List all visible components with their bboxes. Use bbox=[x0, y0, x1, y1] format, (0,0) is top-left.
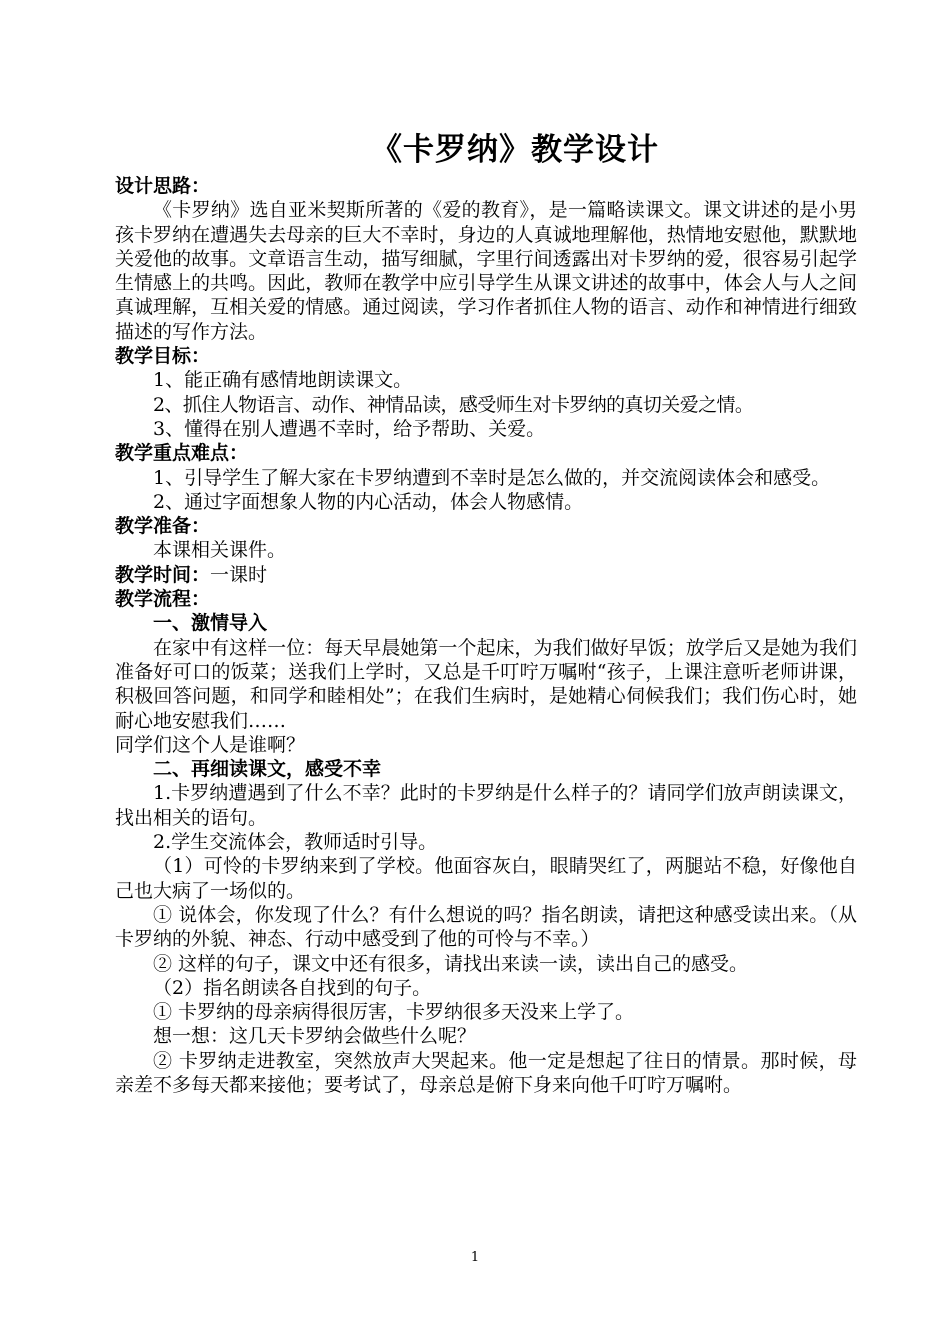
teaching-time-value: 一课时 bbox=[210, 563, 268, 586]
key-point-item: 1、引导学生了解大家在卡罗纳遭到不幸时是怎么做的，并交流阅读体会和感受。 bbox=[153, 466, 831, 489]
key-point-item: 2、通过字面想象人物的内心活动，体会人物感情。 bbox=[153, 490, 584, 513]
section-heading-preparation: 教学准备： bbox=[115, 515, 211, 538]
preparation-text: 本课相关课件。 bbox=[153, 539, 287, 562]
step-2-item: ② 卡罗纳走进教室，突然放声大哭起来。他一定是想起了往日的情景。那时候，母亲差不多每天都来接他；要考试了，母亲总是俯下身来向他千叮咛万嘱咐。 bbox=[115, 1049, 857, 1096]
section-heading-objectives: 教学目标： bbox=[115, 345, 211, 368]
step-2-title: 二、再细读课文，感受不幸 bbox=[153, 758, 382, 781]
step-1-title: 一、激情导入 bbox=[153, 612, 268, 635]
step-2-item: （1）可怜的卡罗纳来到了学校。他面容灰白，眼睛哭红了，两腿站不稳，好像他自己也大病了一场似的。 bbox=[115, 855, 857, 902]
step-2-item: 想一想：这几天卡罗纳会做些什么呢？ bbox=[153, 1025, 477, 1048]
objective-item: 3、懂得在别人遭遇不幸时，给予帮助、关爱。 bbox=[153, 417, 546, 440]
document-title: 《卡罗纳》教学设计 bbox=[371, 132, 659, 168]
section-heading-design-idea: 设计思路： bbox=[115, 175, 211, 197]
step-2-item: 2.学生交流体会，教师适时引导。 bbox=[153, 831, 438, 854]
step-1-paragraph: 在家中有这样一位：每天早晨她第一个起床，为我们做好早饭；放学后又是她为我们准备好可口的饭菜；送我们上学时，又总是千叮咛万嘱咐“孩子，上课注意听老师讲课，积极回答问题，和同学和睦相处”；在我们生病时，是她精心伺候我们；我们伤心时，她耐心地安慰我们…… bbox=[115, 636, 857, 732]
step-2-item: （2）指名朗读各自找到的句子。 bbox=[153, 976, 432, 999]
section-heading-key-points: 教学重点难点： bbox=[115, 442, 249, 465]
document-body bbox=[115, 174, 857, 1097]
section-heading-time: 教学时间： bbox=[115, 563, 211, 586]
step-2-item: ② 这样的句子，课文中还有很多，请找出来读一读，读出自己的感受。 bbox=[153, 952, 749, 975]
page-number: 1 bbox=[470, 1250, 480, 1265]
objective-item: 2、抓住人物语言、动作、神情品读，感受师生对卡罗纳的真切关爱之情。 bbox=[153, 393, 754, 416]
step-2-item: ① 卡罗纳的母亲病得很厉害，卡罗纳很多天没来上学了。 bbox=[153, 1001, 635, 1024]
step-1-question: 同学们这个人是谁啊？ bbox=[115, 733, 306, 756]
section-heading-process: 教学流程： bbox=[115, 588, 211, 611]
design-idea-paragraph: 《卡罗纳》选自亚米契斯所著的《爱的教育》，是一篇略读课文。课文讲述的是小男孩卡罗纳在遭遇失去母亲的巨大不幸时，身边的人真诚地理解他，热情地安慰他，默默地关爱他的故事。文章语言生动，描写细腻，字里行间透露出对卡罗纳的爱，很容易引起学生情感上的共鸣。因此，教师在教学中应引导学生从课文讲述的故事中，体会人与人之间真诚理解，互相关爱的情感。通过阅读，学习作者抓住人物的语言、动作和神情进行细致描述的写作方法。 bbox=[115, 199, 857, 343]
objective-item: 1、能正确有感情地朗读课文。 bbox=[153, 369, 413, 392]
teaching-time-line bbox=[115, 563, 857, 587]
step-2-item: ① 说体会，你发现了什么？有什么想说的吗？指名朗读，请把这种感受读出来。（从卡罗纳的外貌、神态、行动中感受到了他的可怜与不幸。） bbox=[115, 903, 857, 951]
step-2-item: 1.卡罗纳遭遇到了什么不幸？此时的卡罗纳是什么样子的？请同学们放声朗读课文，找出相关的语句。 bbox=[115, 782, 857, 829]
